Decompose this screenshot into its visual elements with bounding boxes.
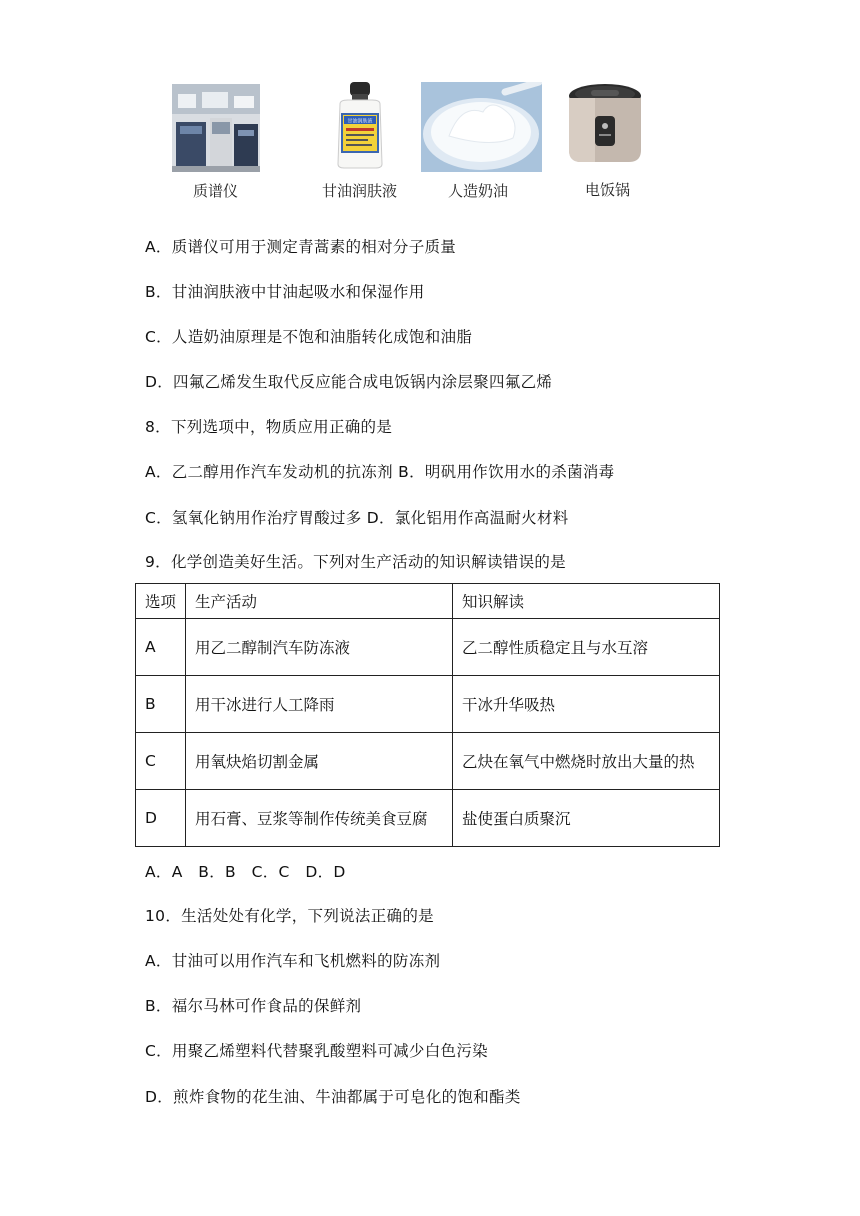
- row-explanation: 乙二醇性质稳定且与水互溶: [453, 619, 720, 676]
- q9-table: [135, 583, 720, 847]
- q7-option-d: D．四氟乙烯发生取代反应能合成电饭锅内涂层聚四氟乙烯: [145, 373, 553, 391]
- row-option: C: [136, 733, 186, 790]
- q8-options-ab: A．乙二醇用作汽车发动机的抗冻剂 B．明矾用作饮用水的杀菌消毒: [145, 463, 615, 481]
- row-option: D: [136, 790, 186, 847]
- header-explanation: 知识解读: [453, 584, 720, 619]
- q10-stem: 10．生活处处有化学，下列说法正确的是: [145, 907, 434, 925]
- artificial-cream-image: [421, 82, 542, 172]
- table-row: [136, 790, 720, 847]
- q10-option-b: B．福尔马林可作食品的保鲜剂: [145, 997, 362, 1015]
- row-explanation: 乙炔在氧气中燃烧时放出大量的热: [453, 733, 720, 790]
- mass-spectrometer-image: [172, 84, 260, 172]
- glycerin-lotion-label-text: 甘油润肤液: [347, 118, 373, 125]
- image-row: [0, 78, 860, 208]
- table-header-row: [136, 584, 720, 619]
- rice-cooker-image: [565, 80, 645, 166]
- header-activity: 生产活动: [186, 584, 453, 619]
- row-explanation: 盐使蛋白质聚沉: [453, 790, 720, 847]
- q10-option-c: C．用聚乙烯塑料代替聚乳酸塑料可减少白色污染: [145, 1042, 488, 1060]
- row-activity: 用乙二醇制汽车防冻液: [186, 619, 453, 676]
- q8-options-cd: C．氢氧化钠用作治疗胃酸过多 D．氯化铝用作高温耐火材料: [145, 509, 569, 527]
- glycerin-lotion-image: [330, 80, 390, 170]
- table-row: [136, 676, 720, 733]
- row-activity: 用氧炔焰切割金属: [186, 733, 453, 790]
- mass-spectrometer-caption: 质谱仪: [193, 182, 239, 200]
- q10-option-d: D．煎炸食物的花生油、牛油都属于可皂化的饱和酯类: [145, 1088, 521, 1106]
- row-option: B: [136, 676, 186, 733]
- rice-cooker-caption: 电饭锅: [585, 181, 631, 199]
- table-row: [136, 733, 720, 790]
- q7-option-c: C．人造奶油原理是不饱和油脂转化成饱和油脂: [145, 328, 473, 346]
- row-activity: 用石膏、豆浆等制作传统美食豆腐: [186, 790, 453, 847]
- header-option: 选项: [136, 584, 186, 619]
- artificial-cream-caption: 人造奶油: [448, 182, 509, 200]
- q7-option-b: B．甘油润肤液中甘油起吸水和保湿作用: [145, 283, 425, 301]
- glycerin-lotion-caption: 甘油润肤液: [322, 182, 398, 200]
- q10-option-a: A．甘油可以用作汽车和飞机燃料的防冻剂: [145, 952, 441, 970]
- q9-answer-options: A．A B．B C．C D．D: [145, 863, 346, 881]
- q8-stem: 8．下列选项中，物质应用正确的是: [145, 418, 393, 436]
- row-explanation: 干冰升华吸热: [453, 676, 720, 733]
- row-option: A: [136, 619, 186, 676]
- q7-option-a: A．质谱仪可用于测定青蒿素的相对分子质量: [145, 238, 457, 256]
- row-activity: 用干冰进行人工降雨: [186, 676, 453, 733]
- table-row: [136, 619, 720, 676]
- q9-stem: 9．化学创造美好生活。下列对生产活动的知识解读错误的是: [145, 553, 566, 571]
